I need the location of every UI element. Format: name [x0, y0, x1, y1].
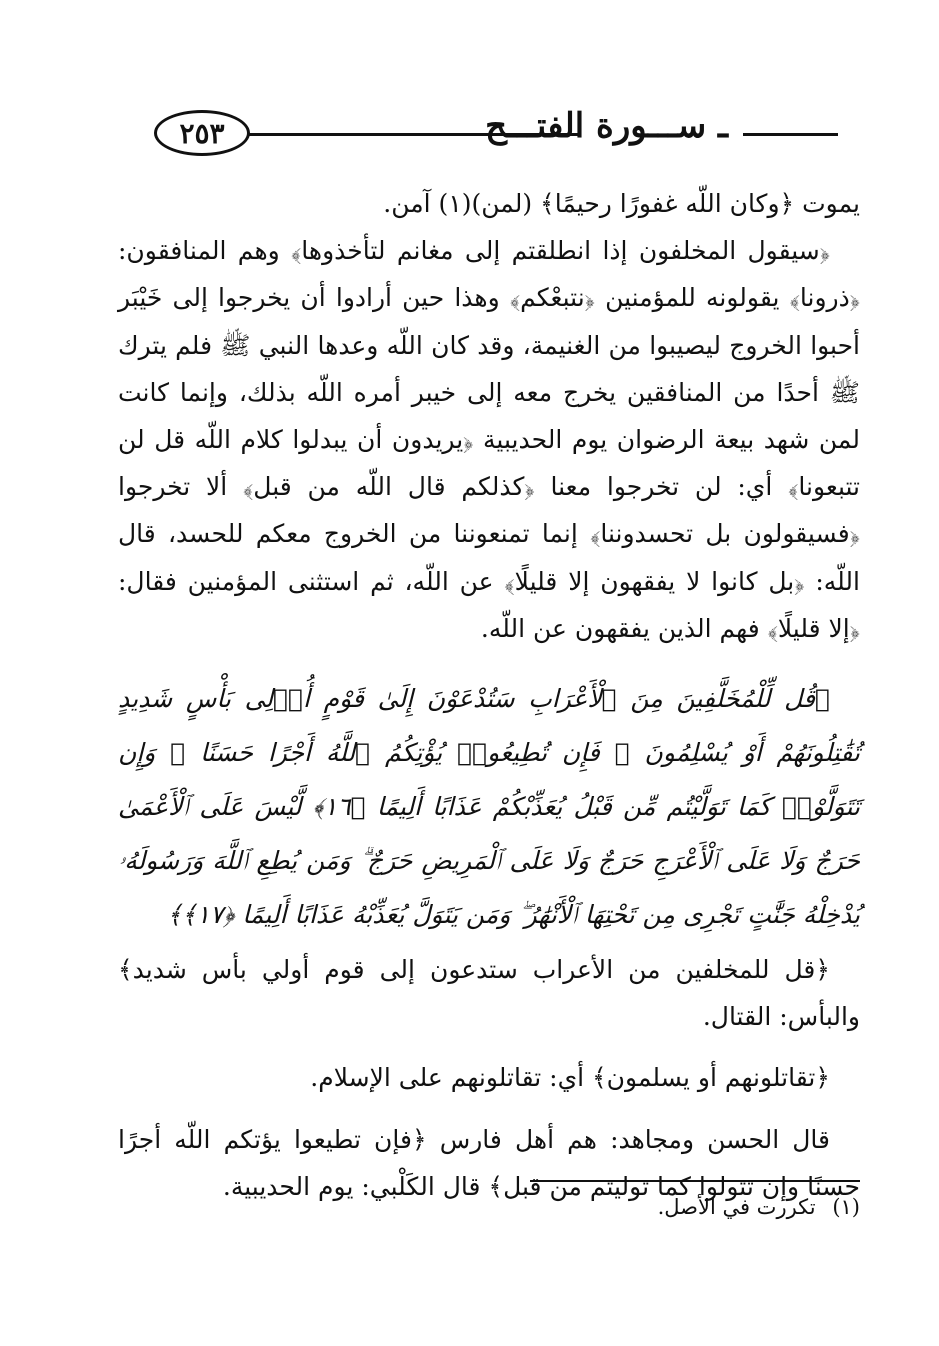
paragraph-5: قال الحسن ومجاهد: هم أهل فارس ﴿فإن تطيعوا يؤتكم اللّه أجرًا حسنًا وإن تتولوا كما توليتم من قبل﴾ قال الكَلْبي: يوم الحديبية. [118, 1124, 860, 1201]
paragraph-3: ﴿قل للمخلفين من الأعراب ستدعون إلى قوم أولي بأس شديد﴾ والبأس: القتال. [118, 955, 860, 1032]
paragraph-2: ﴿سيقول المخلفون إذا انطلقتم إلى مغانم لتأخذوها﴾ وهم المنافقون: ﴿ذرونا﴾ يقولونه للمؤمنين ﴿نتبعْكم﴾ وهذا حين أرادوا أن يخرجوا إلى خَيْبَر أحبوا الخروج ليصيبوا من الغنيمة، وقد كان اللّه وعدها النبي ﷺ فلم يترك ﷺ أحدًا من المنافقين يخرج معه إلى خيبر أمره اللّه بذلك، وإنما كانت لمن شهد بيعة الرضوان يوم الحديبية ﴿يريدون أن يبدلوا كلام اللّه قل لن تتبعونا﴾ أي: لن تخرجوا معنا ﴿كذلكم قال اللّه من قبل﴾ ألا تخرجوا ﴿فسيقولون بل تحسدوننا﴾ إنما تمنعوننا من الخروج معكم للحسد، قال اللّه: ﴿بل كانوا لا يفقهون إلا قليلًا﴾ عن اللّه، ثم استثنى المؤمنين فقال: ﴿إلا قليلًا﴾ فهم الذين يفقهون عن اللّه. [118, 236, 860, 643]
footnote [118, 1190, 860, 1224]
header-rule-left [248, 133, 578, 136]
footnote-number: (١) [832, 1195, 860, 1219]
paragraph-1: يموت ﴿وكان اللّه غفورًا رحيمًا﴾ (لمن)(١) آمن. [383, 189, 860, 218]
header-rule-right [743, 133, 838, 136]
page-header [118, 98, 838, 168]
page-number: ٢٥٣ [154, 110, 250, 156]
footnote-text: تكررت في الأصل. [657, 1195, 816, 1219]
surah-title: ـ ســـورة الفتـــح [485, 106, 728, 146]
quran-verses: ﴿قُل لِّلْمُخَلَّفِينَ مِنَ ٱلْأَعْرَابِ سَتُدْعَوْنَ إِلَىٰ قَوْمٍ أُو۟لِى بَأْسٍ شَدِيدٍ تُقَٰتِلُونَهُمْ أَوْ يُسْلِمُونَ ۖ فَإِن تُطِيعُوا۟ يُؤْتِكُمُ ٱللَّهُ أَجْرًا حَسَنًا ۖ وَإِن تَتَوَلَّوْا۟ كَمَا تَوَلَّيْتُم مِّن قَبْلُ يُعَذِّبْكُمْ عَذَابًا أَلِيمًا ﴿١٦﴾ لَّيْسَ عَلَى ٱلْأَعْمَىٰ حَرَجٌ وَلَا عَلَى ٱلْأَعْرَجِ حَرَجٌ وَلَا عَلَى ٱلْمَرِيضِ حَرَجٌ ۗ وَمَن يُطِعِ ٱللَّهَ وَرَسُولَهُۥ يُدْخِلْهُ جَنَّٰتٍ تَجْرِى مِن تَحْتِهَا ٱلْأَنْهَٰرُ ۖ وَمَن يَتَوَلَّ يُعَذِّبْهُ عَذَابًا أَلِيمًا ﴿١٧﴾﴾ [118, 684, 860, 930]
body-text [118, 180, 860, 1210]
paragraph-4: ﴿تقاتلونهم أو يسلمون﴾ أي: تقاتلونهم على الإسلام. [310, 1063, 830, 1093]
footnote-separator [530, 1180, 860, 1182]
